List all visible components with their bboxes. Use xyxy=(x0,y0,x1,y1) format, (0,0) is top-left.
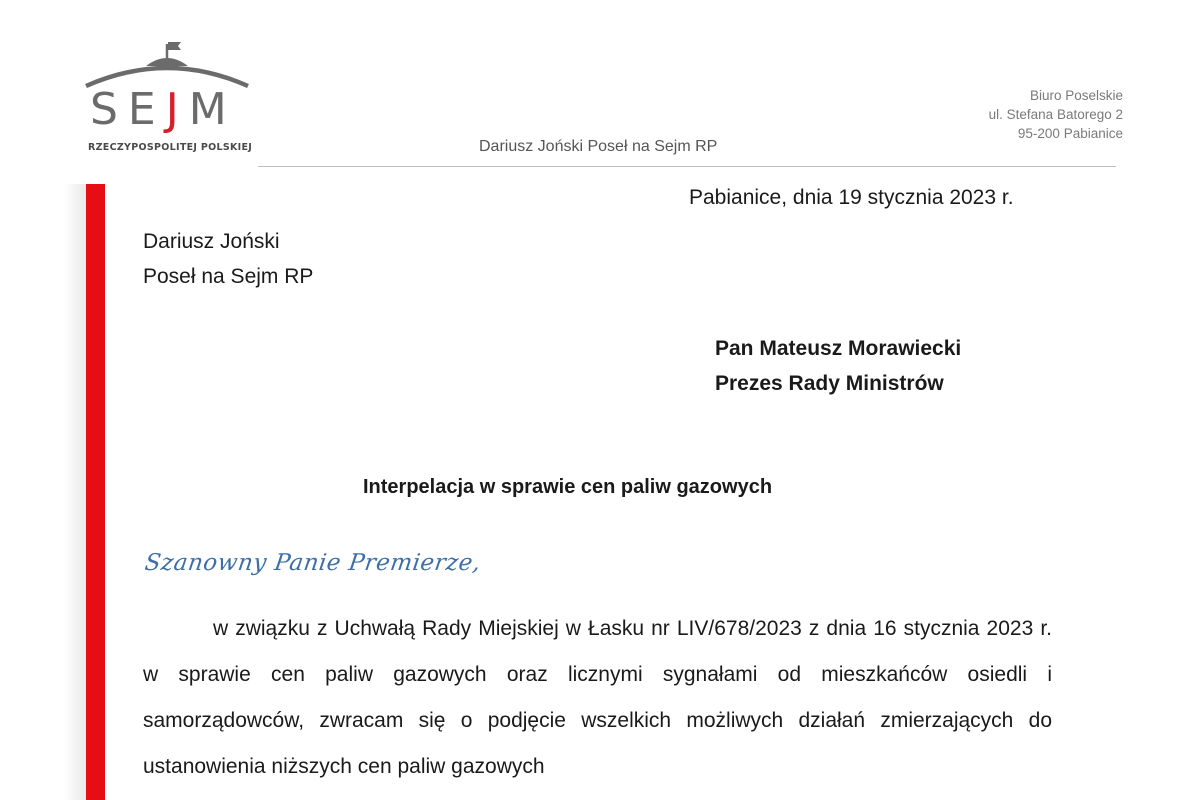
recipient-block xyxy=(715,331,961,401)
margin-shadow xyxy=(64,184,86,800)
recipient-title: Prezes Rady Ministrów xyxy=(715,372,944,395)
sejm-wordmark: SEJM xyxy=(90,84,237,135)
recipient-name: Pan Mateusz Morawiecki xyxy=(715,337,962,360)
salutation: Szanowny Panie Premierze, xyxy=(143,550,483,576)
letter-subject: Interpelacja w sprawie cen paliw gazowych xyxy=(363,476,773,498)
office-line-1: Biuro Poselskie xyxy=(1029,88,1123,103)
sender-name: Dariusz Joński xyxy=(143,230,280,253)
letter-date: Pabianice, dnia 19 stycznia 2023 r. xyxy=(689,186,1014,209)
sejm-logo xyxy=(84,36,254,164)
logo-subtitle: RZECZYPOSPOLITEJ POLSKIEJ xyxy=(88,142,253,153)
sender-title: Poseł na Sejm RP xyxy=(143,265,314,288)
office-line-3: 95-200 Pabianice xyxy=(1017,126,1123,141)
red-margin-bar xyxy=(86,184,105,800)
header-divider xyxy=(258,166,1116,167)
letter-body: w związku z Uchwałą Rady Miejskiej w Łasku nr LIV/678/2023 z dnia 16 stycznia 2023 r. w sprawie cen paliw gazowych oraz licznymi sygnałami od mieszkańców osiedli i samorządowców, zwracam się o podjęcie wszelkich możliwych działań zmierzających do ustanowienia niższych cen paliw gazowych xyxy=(143,617,1052,778)
office-line-2: ul. Stefana Batorego 2 xyxy=(988,107,1123,122)
sender-block xyxy=(143,224,313,294)
header-name: Dariusz Joński Poseł na Sejm RP xyxy=(479,138,718,155)
office-address xyxy=(989,86,1123,143)
